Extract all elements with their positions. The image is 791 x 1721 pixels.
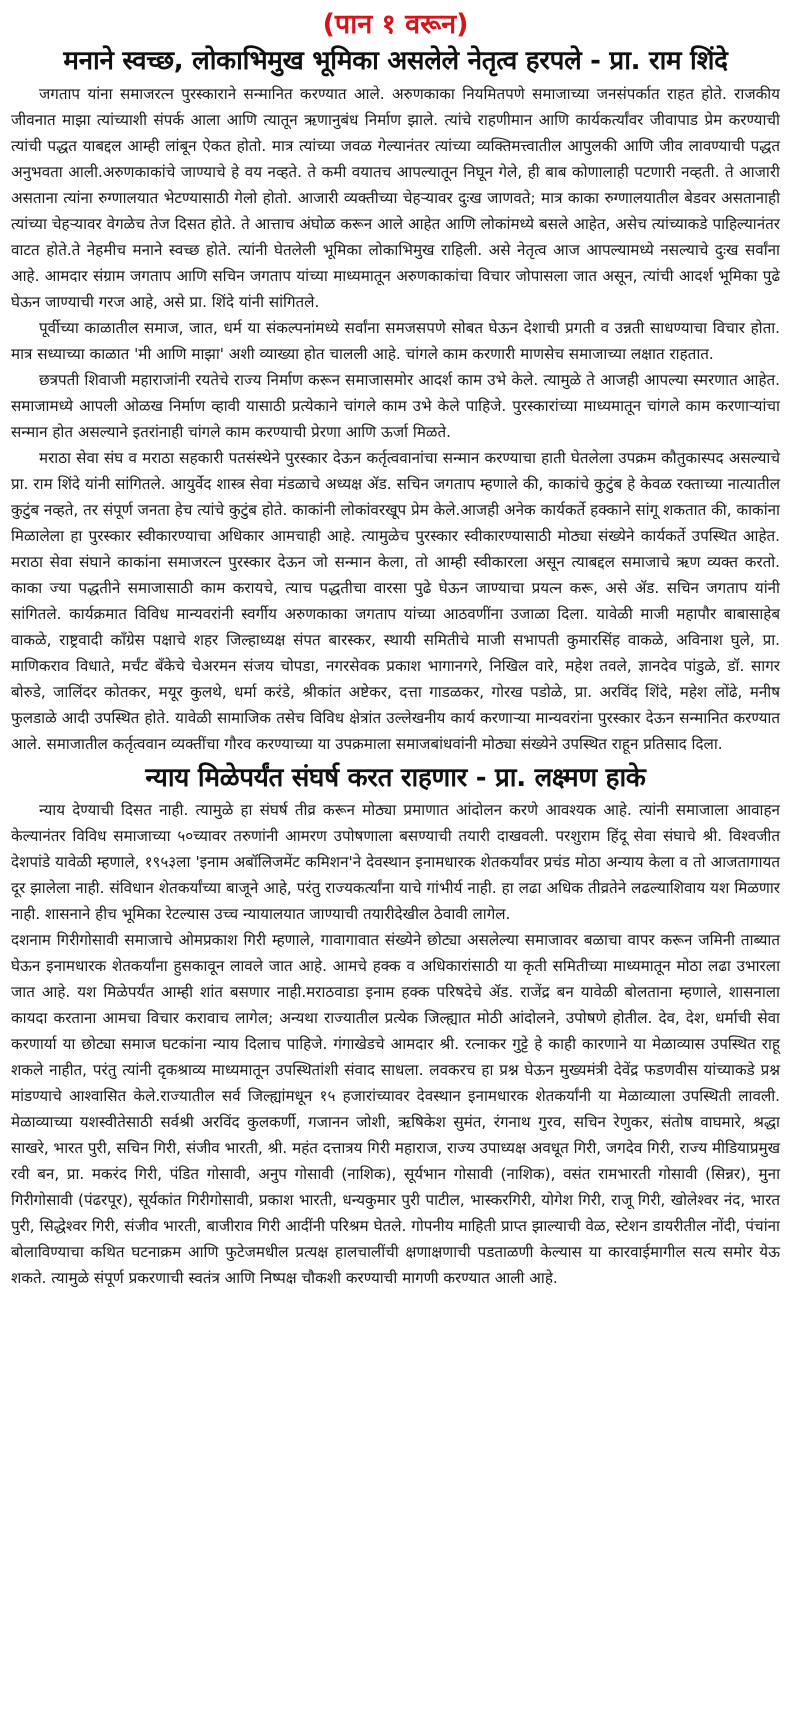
article-paragraph: न्याय देण्याची दिसत नाही. त्यामुळे हा संघर्ष तीव्र करून मोठ्या प्रमाणात आंदोलन करणे आवश्यक आहे. त्यांनी समाजाला आवाहन केल्यानंतर विविध समाजाच्या ५०च्यावर तरुणांनी आमरण उपोषणाला बसण्याची तयारी दाखवली. परशुराम हिंदू सेवा संघाचे श्री. विश्वजीत देशपांडे यावेळी म्हणाले, १९५३ला 'इनाम अबॉलिजमेंट कमिशन'ने देवस्थान इनामधारक शेतकर्यांवर प्रचंड मोठा अन्याय केला व तो आजतागायत दूर झालेला नाही. संविधान शेतकर्यांच्या बाजूने आहे, परंतु राज्यकर्त्यांना याचे गांभीर्य नाही. हा लढा अधिक तीव्रतेने लढल्याशिवाय यश मिळणार नाही. शासनाने हीच भूमिका रेटल्यास उच्च न्यायालयात जाण्याची तयारीदेखील ठेवावी लागेल. (11, 801, 780, 923)
article-paragraph: मराठा सेवा संघ व मराठा सहकारी पतसंस्थेने पुरस्कार देऊन कर्तृत्ववानांचा सन्मान करण्याचा हाती घेतलेला उपक्रम कौतुकास्पद असल्याचे प्रा. राम शिंदे यांनी सांगितले. आयुर्वेद शास्त्र सेवा मंडळाचे अध्यक्ष ॲड. सचिन जगताप म्हणाले की, काकांचे कुटुंब हे केवळ रक्ताच्या नात्यातील कुटुंब नव्हते, तर संपूर्ण जनता हेच त्यांचे कुटुंब होते. काकांनी लोकांवरखूप प्रेम केले.आजही अनेक कार्यकर्ते हक्काने सांगू शकतात की, काकांना मिळालेला हा पुरस्कार स्वीकारण्याचा अधिकार आमचाही आहे. त्यामुळेच पुरस्कार स्वीकारण्यासाठी मोठ्या संख्येने कार्यकर्ते उपस्थित आहेत. मराठा सेवा संघाने काकांना समाजरत्न पुरस्कार देऊन जो सन्मान केला, तो आम्ही स्वीकारला असून त्याबद्दल समाजाचे ऋण व्यक्त करतो. काका ज्या पद्धतीने समाजासाठी काम करायचे, त्याच पद्धतीचा वारसा पुढे घेऊन जाण्याचा प्रयत्न करू, असे ॲड. सचिन जगताप यांनी सांगितले. कार्यक्रमात विविध मान्यवरांनी स्वर्गीय अरुणकाका जगताप यांच्या आठवणींना उजाळा दिला. यावेळी माजी महापौर बाबासाहेब वाकळे, राष्ट्रवादी काँग्रेस पक्षाचे शहर जिल्हाध्यक्ष संपत बारस्कर, स्थायी समितीचे माजी सभापती कुमारसिंह वाकळे, अविनाश घुले, प्रा. माणिकराव विधाते, मर्चंट बँकेचे चेअरमन संजय चोपडा, नगरसेवक प्रकाश भागानगरे, निखिल वारे, महेश तवले, ज्ञानदेव पांडुळे, डॉ. सागर बोरुडे, जालिंदर कोतकर, मयूर कुलथे, धर्मा करंडे, श्रीकांत अष्टेकर, दत्ता गाडळकर, गोरख पडोळे, प्रा. अरविंद शिंदे, महेश लोंढे, मनीष फुलडाळे आदी उपस्थित होते. यावेळी सामाजिक तसेच विविध क्षेत्रांत उल्लेखनीय कार्य करणाऱ्या मान्यवरांना पुरस्कार देऊन सन्मानित करण्यात आले. समाजातील कर्तृत्ववान व्यक्तींचा गौरव करण्याच्या या उपक्रमाला समाजबांधवांनी मोठ्या संख्येने उपस्थित राहून प्रतिसाद दिला. (11, 449, 780, 753)
article-headline: न्याय मिळेपर्यंत संघर्ष करत राहणार - प्रा. लक्ष्मण हाके (145, 763, 646, 793)
article-paragraph: छत्रपती शिवाजी महाराजांनी रयतेचे राज्य निर्माण करून समाजासमोर आदर्श काम उभे केले. त्यामुळे ते आजही आपल्या स्मरणात आहेत. समाजामध्ये आपली ओळख निर्माण व्हावी यासाठी प्रत्येकाने चांगले काम उभे केले पाहिजे. पुरस्कारांच्या माध्यमातून चांगले काम करणाऱ्यांचा सन्मान होत असल्याने इतरांनाही चांगले काम करण्याची प्रेरणा आणि ऊर्जा मिळते. (11, 371, 780, 441)
article-paragraph: जगताप यांना समाजरत्न पुरस्काराने सन्मानित करण्यात आले. अरुणकाका नियमितपणे समाजाच्या जनसंपर्कात राहत होते. राजकीय जीवनात माझा त्यांच्याशी संपर्क आला आणि त्यातून ऋणानुबंध निर्माण झाले. त्यांचे राहणीमान आणि कार्यकर्त्यांवर जीवापाड प्रेम करण्याची त्यांची पद्धत याबद्दल आम्ही लांबून ऐकत होतो. मात्र त्यांच्या जवळ गेल्यानंतर त्यांच्या व्यक्तिमत्त्वातील आपुलकी आणि जीव लावण्याची पद्धत अनुभवता आली.अरुणकाकांचे जाण्याचे हे वय नव्हते. ते कमी वयातच आपल्यातून निघून गेले, ही बाब कोणालाही पटणारी नव्हती. ते आजारी असताना त्यांना रुग्णालयात भेटण्यासाठी गेलो होतो. आजारी व्यक्तीच्या चेहऱ्यावर दुःख जाणवते; मात्र काका रुग्णालयातील बेडवर असतानाही त्यांच्या चेहऱ्यावर वेगळेच तेज दिसत होते. ते आत्ताच अंघोळ करून आले आहेत आणि लोकांमध्ये बसले आहेत, असेच त्यांच्याकडे पाहिल्यानंतर वाटत होते.ते नेहमीच मनाने स्वच्छ होते. त्यांनी घेतलेली भूमिका लोकाभिमुख राहिली. असे नेतृत्व आज आपल्यामध्ये नसल्याचे दुःख सर्वांना आहे. आमदार संग्राम जगताप आणि सचिन जगताप यांच्या माध्यमातून अरुणकाकांचा विचार जोपासला जात असून, त्यांची आदर्श भूमिका पुढे घेऊन जाण्याची गरज आहे, असे प्रा. शिंदे यांनी सांगितले. (11, 85, 780, 311)
article-headline: मनाने स्वच्छ, लोकाभिमुख भूमिका असलेले नेतृत्व हरपले - प्रा. राम शिंदे (63, 46, 728, 76)
article-paragraph: पूर्वीच्या काळातील समाज, जात, धर्म या संकल्पनांमध्ये सर्वांना समजसपणे सोबत घेऊन देशाची प्रगती व उन्नती साधण्याचा विचार होता. मात्र सध्याच्या काळात 'मी आणि माझा' अशी व्याख्या होत चालली आहे. चांगले काम करणारी माणसेच समाजाच्या लक्षात राहतात. (11, 319, 780, 363)
article-paragraph: दशनाम गिरीगोसावी समाजाचे ओमप्रकाश गिरी म्हणाले, गावागावात संख्येने छोट्या असलेल्या समाजावर बळाचा वापर करून जमिनी ताब्यात घेऊन इनामधारक शेतकर्यांना हुसकावून लावले जात आहे. आमचे हक्क व अधिकारांसाठी या कृती समितीच्या माध्यमातून मोठा लढा उभारला जात आहे. यश मिळेपर्यंत आम्ही शांत बसणार नाही.मराठवाडा इनाम हक्क परिषदेचे ॲड. राजेंद्र बन यावेळी बोलताना म्हणाले, शासनाला कायदा करताना आमचा विचार करावाच लागेल; अन्यथा राज्यातील प्रत्येक जिल्ह्यात मोठी आंदोलने, उपोषणे होतील. देव, देश, धर्माची सेवा करणार्या या छोट्या समाज घटकांना न्याय दिलाच पाहिजे. गंगाखेडचे आमदार श्री. रत्नाकर गुट्टे हे काही कारणाने या मेळाव्यास उपस्थित राहू शकले नाहीत, परंतु त्यांनी दृकश्राव्य माध्यमातून उपस्थितांशी संवाद साधला. लवकरच हा प्रश्न घेऊन मुख्यमंत्री देवेंद्र फडणवीस यांच्याकडे प्रश्न मांडण्याचे आश्वासित केले.राज्यातील सर्व जिल्ह्यांमधून १५ हजारांच्यावर देवस्थान इनामधारक शेतकर्यांनी या मेळाव्याला उपस्थिती लावली. मेळाव्याच्या यशस्वीतेसाठी सर्वश्री अरविंद कुलकर्णी, गजानन जोशी, ऋषिकेश सुमंत, रंगनाथ गुरव, सचिन रेणुकर, संतोष वाघमारे, श्रद्धा साखरे, भारत पुरी, सचिन गिरी, संजीव भारती, श्री. महंत दत्तात्रय गिरी महाराज, राज्य उपाध्यक्ष अवधूत गिरी, जगदेव गिरी, राज्य मीडियाप्रमुख रवी बन, प्रा. मकरंद गिरी, पंडित गोसावी, अनुप गोसावी (नाशिक), सूर्यभान गोसावी (नाशिक), वसंत रामभारती गोसावी (सिन्नर), मुना गिरीगोसावी (पंढरपूर), सूर्यकांत गिरीगोसावी, प्रकाश भारती, धन्यकुमार पुरी पाटील, भास्करगिरी, योगेश गिरी, राजू गिरी, खोलेश्वर नंद, भारत पुरी, सिद्धेश्वर गिरी, संजीव भारती, बाजीराव गिरी आदींनी परिश्रम घेतले. गोपनीय माहिती प्राप्त झाल्याची वेळ, स्टेशन डायरीतील नोंदी, पंचांना बोलाविण्याचा कथित घटनाक्रम आणि फुटेजमधील प्रत्यक्ष हालचालींची क्षणाक्षणाची पडताळणी केल्यास या कारवाईमागील सत्य समोर येऊ शकते. त्यामुळे संपूर्ण प्रकरणाची स्वतंत्र आणि निष्पक्ष चौकशी करण्याची मागणी करण्यात आली आहे. (11, 931, 780, 1287)
article-ram-shinde (11, 44, 780, 757)
article-laxman-hake (11, 761, 780, 1291)
continued-from-page-label: (पान १ वरून) (322, 9, 469, 40)
